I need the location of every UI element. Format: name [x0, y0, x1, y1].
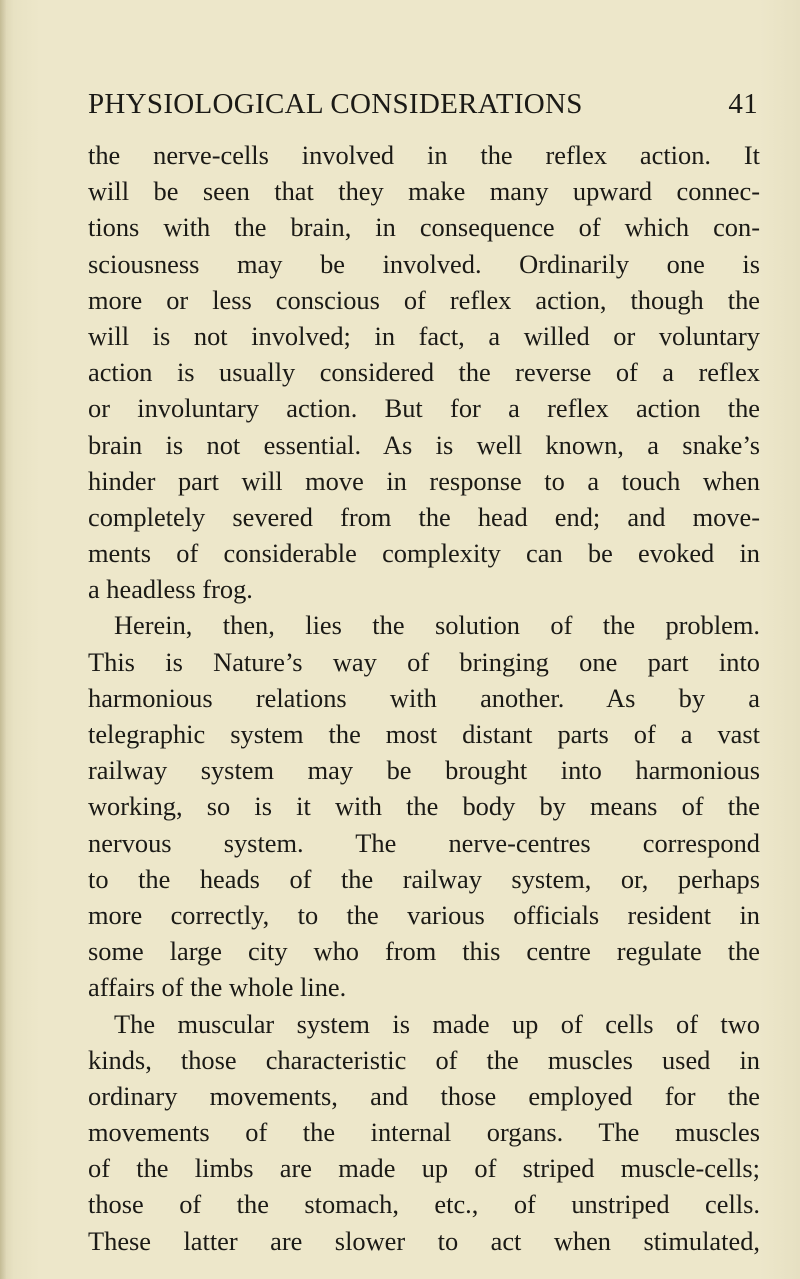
text-line: sciousness may be involved. Ordinarily one is [88, 248, 760, 279]
body-text [88, 137, 760, 1259]
text-line: ordinary movements, and those employed for the [88, 1080, 760, 1111]
text-line: the nerve-cells involved in the reflex action. It [88, 140, 760, 170]
text-line: harmonious relations with another. As by a [88, 682, 760, 713]
text-line: ments of considerable complexity can be evoked in [88, 538, 760, 569]
text-line: kinds, those characteristic of the muscles used in [88, 1044, 760, 1075]
text-line: completely severed from the head end; and move- [88, 501, 760, 532]
text-line: This is Nature’s way of bringing one part into [88, 646, 760, 677]
text-line: nervous system. The nerve-centres correspond [88, 827, 760, 858]
text-line: of the limbs are made up of striped muscle-cells; [88, 1153, 760, 1184]
text-line: railway system may be brought into harmonious [88, 755, 760, 786]
text-line: some large city who from this centre regulate the [88, 936, 760, 967]
text-line: The muscular system is made up of cells of two [114, 1008, 760, 1039]
text-line: or involuntary action. But for a reflex action the [88, 393, 760, 424]
text-line: action is usually considered the reverse of a reflex [88, 357, 760, 388]
text-line: hinder part will move in response to a touch when [88, 465, 760, 496]
page-gutter-shadow [0, 0, 6, 1279]
text-line: brain is not essential. As is well known, a snake’s [88, 429, 760, 460]
page-number: 41 [728, 88, 758, 120]
text-line: telegraphic system the most distant parts of a vast [88, 719, 760, 749]
text-line: movements of the internal organs. The muscles [88, 1117, 760, 1148]
text-line: will be seen that they make many upward connec- [88, 176, 760, 207]
text-line: These latter are slower to act when stimulated, [88, 1225, 760, 1256]
text-line: those of the stomach, etc., of unstriped cells. [88, 1189, 760, 1220]
text-line: more or less conscious of reflex action, though the [88, 284, 760, 315]
text-line: working, so is it with the body by means of the [88, 791, 760, 822]
running-head-title: PHYSIOLOGICAL CONSIDERATIONS [88, 88, 583, 120]
text-line: will is not involved; in fact, a willed or voluntary [88, 320, 760, 351]
text-line: more correctly, to the various officials resident in [88, 899, 760, 930]
text-line: Herein, then, lies the solution of the problem. [114, 610, 760, 641]
text-line: affairs of the whole line. [88, 972, 347, 1003]
text-line: tions with the brain, in consequence of which con- [88, 212, 760, 243]
text-line: to the heads of the railway system, or, perhaps [88, 863, 760, 894]
text-line: a headless frog. [88, 574, 253, 605]
running-head [88, 88, 758, 128]
